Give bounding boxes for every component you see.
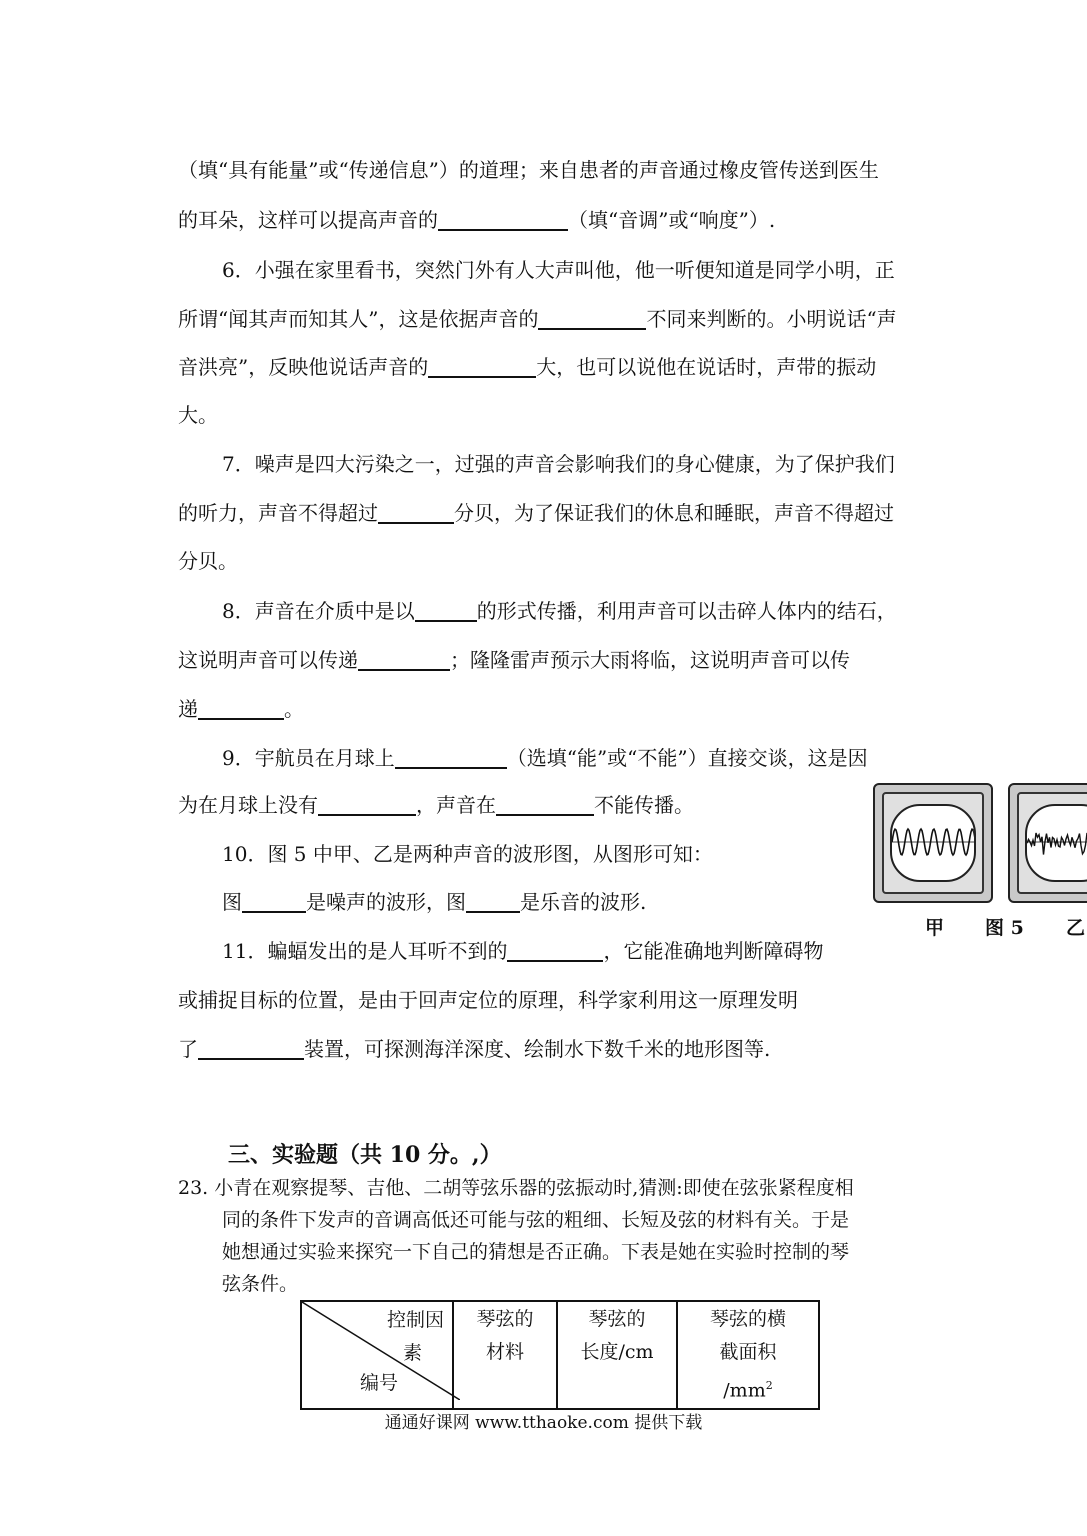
q10-line-2: 图 是噪声的波形，图 是乐音的波形. — [222, 890, 647, 914]
answer-blank — [378, 500, 454, 524]
oscilloscope-bezel — [1017, 792, 1087, 894]
answer-blank — [428, 354, 536, 378]
q6-line-4: 大。 — [178, 403, 218, 427]
table-header-length: 琴弦的 长度/cm — [557, 1301, 677, 1409]
figure-label-yi: 乙 — [1066, 917, 1086, 939]
figure-caption: 图 5 — [985, 917, 1024, 939]
answer-blank — [538, 306, 646, 330]
corner-header-bottom: 编号 — [360, 1372, 399, 1394]
q23-line-3: 她想通过实验来探究一下自己的猜想是否正确。下表是她在实验时控制的琴 — [222, 1241, 850, 1263]
section-heading: 三、实验题（共 10 分。,） — [228, 1142, 502, 1168]
answer-blank — [415, 598, 477, 622]
oscilloscope-screen — [1025, 804, 1087, 882]
q11-line-1: 11．蝙蝠发出的是人耳听不到的 ，它能准确地判断障碍物 — [222, 939, 824, 963]
answer-blank — [318, 792, 416, 816]
answer-blank — [242, 889, 306, 913]
q8-line-3: 递 。 — [178, 697, 304, 721]
page-footer: 通通好课网 www.tthaoke.com 提供下载 — [384, 1413, 703, 1433]
answer-blank — [198, 1036, 304, 1060]
q10-line-1: 10．图 5 中甲、乙是两种声音的波形图，从图形可知： — [222, 842, 713, 866]
oscilloscope-bezel — [882, 792, 984, 894]
table-header-material: 琴弦的 材料 — [453, 1301, 557, 1409]
q6-line-3: 音洪亮”，反映他说话声音的 大，也可以说他在说话时，声带的振动 — [178, 355, 877, 379]
answer-blank — [496, 792, 594, 816]
corner-header-top-2: 素 — [402, 1342, 422, 1364]
q11-line-2: 或捕捉目标的位置，是由于回声定位的原理，科学家利用这一原理发明 — [178, 988, 798, 1012]
q7-line-1: 7．噪声是四大污染之一，过强的声音会影响我们的身心健康，为了保护我们 — [222, 452, 895, 476]
q8-line-2: 这说明声音可以传递 ；隆隆雷声预示大雨将临，这说明声音可以传 — [178, 648, 850, 672]
oscilloscope-screen — [890, 804, 976, 882]
answer-blank — [395, 745, 507, 769]
oscilloscope-yi — [1008, 783, 1087, 903]
q23-line-2: 同的条件下发声的音调高低还可能与弦的粗细、长短及弦的材料有关。于是 — [222, 1209, 850, 1231]
q23-line-1: 23. 小青在观察提琴、吉他、二胡等弦乐器的弦振动时,猜测:即使在弦张紧程度相 — [178, 1177, 854, 1199]
q23-line-4: 弦条件。 — [222, 1273, 299, 1295]
answer-blank — [438, 207, 568, 231]
table-corner-cell — [301, 1301, 453, 1409]
answer-blank — [507, 938, 603, 962]
answer-blank — [198, 696, 284, 720]
q8-line-1: 8．声音在介质中是以 的形式传播，利用声音可以击碎人体内的结石， — [222, 599, 897, 623]
q7-line-3: 分贝。 — [178, 549, 238, 573]
q6-line-1: 6．小强在家里看书，突然门外有人大声叫他，他一听便知道是同学小明，正 — [222, 258, 895, 282]
figure-label-jia: 甲 — [925, 917, 945, 939]
table-header-cross-section: 琴弦的横 截面积 $/mm^2$ — [677, 1301, 819, 1409]
q9-line-2: 为在月球上没有 ，声音在 不能传播。 — [178, 793, 694, 817]
string-conditions-table — [300, 1300, 820, 1410]
q7-line-2: 的听力，声音不得超过 分贝，为了保证我们的休息和睡眠，声音不得超过 — [178, 501, 894, 525]
q11-line-3: 了 装置，可探测海洋深度、绘制水下数千米的地形图等. — [178, 1037, 771, 1061]
q9-line-1: 9．宇航员在月球上 （选填“能”或“不能”）直接交谈，这是因 — [222, 746, 868, 770]
musical-tone-waveform — [892, 806, 976, 878]
noise-waveform — [1027, 806, 1087, 878]
q5-line-2: 的耳朵，这样可以提高声音的 （填“音调”或“响度”）. — [178, 208, 776, 232]
corner-header-top: 控制因 — [386, 1309, 444, 1331]
answer-blank — [358, 647, 450, 671]
answer-blank — [466, 889, 520, 913]
oscilloscope-jia — [873, 783, 993, 903]
q5-line-1: （填“具有能量”或“传递信息”）的道理；来自患者的声音通过橡皮管传送到医生 — [178, 158, 879, 182]
q6-line-2: 所谓“闻其声而知其人”，这是依据声音的 不同来判断的。小明说话“声 — [178, 307, 897, 331]
